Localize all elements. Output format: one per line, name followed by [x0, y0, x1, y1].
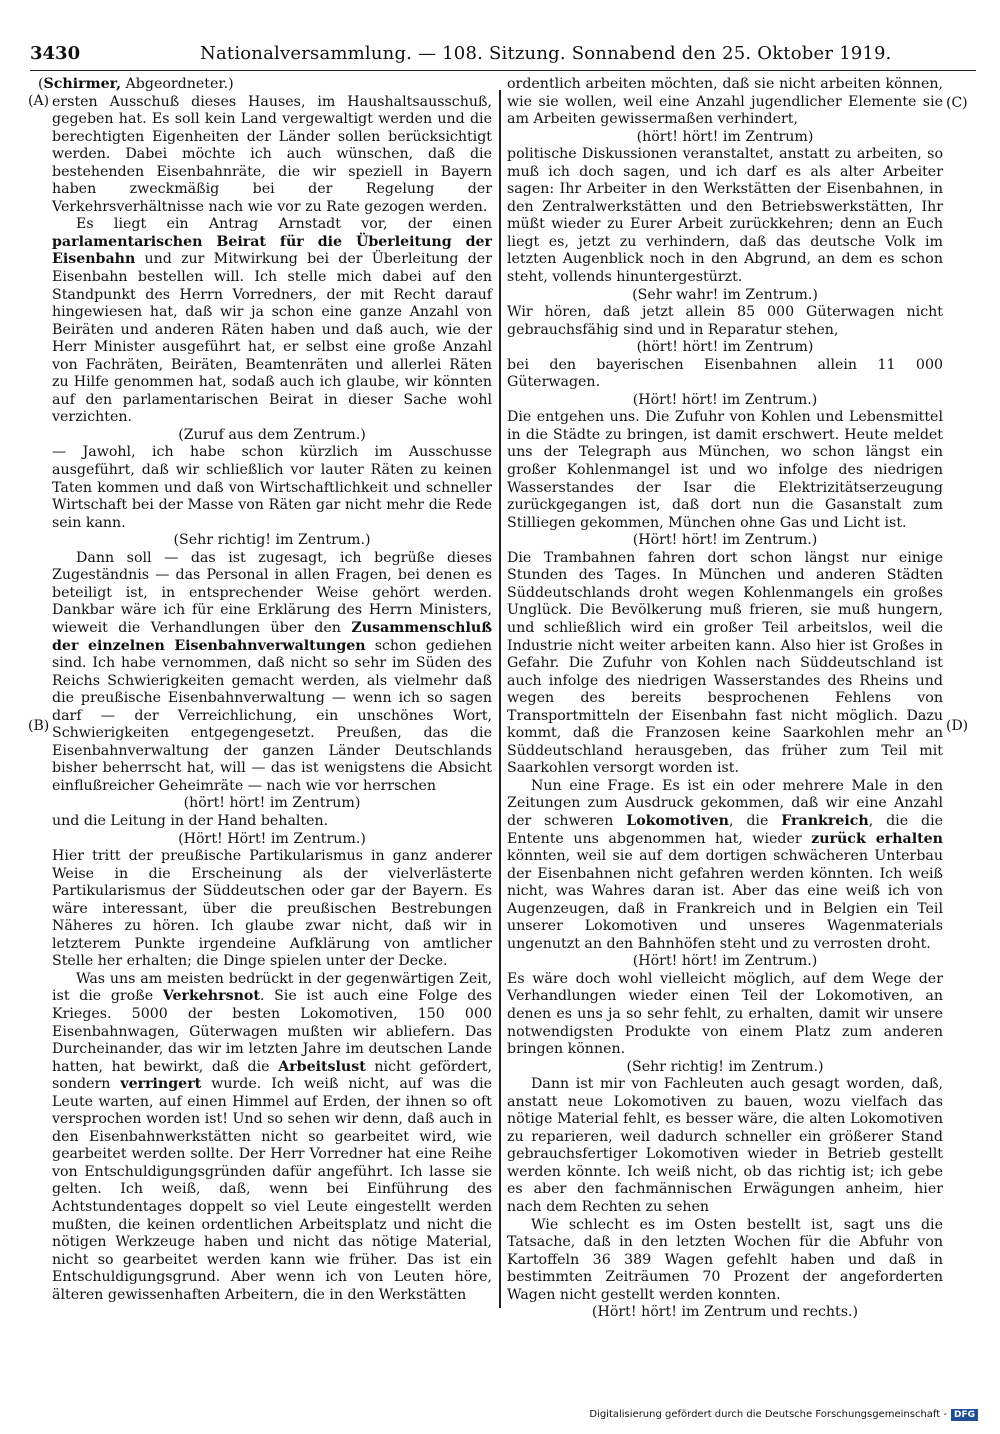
- column-divider: [499, 90, 501, 1308]
- text-run: wurde. Ich weiß nicht, auf was die Leute warten, auf einen Himmel auf Erden, der ihnen so oft versprochen worden ist! Und so sehen wir denn, daß auch in den Eisenbahnwerkstätten nicht so gearbeitet wird, wie gearbeitet werden sollte. Der Herr Vorredner hat eine Reihe von Entschuldigungsgründen dafür angeführt. Ich lasse sie gelten. Ich weiß, daß, wenn bei Einführung des Achtstundentages doppelt so viel Leute eingestellt werden mußten, die keinen ordentlichen Arbeitsplatz und nicht die nötigen Werkzeuge haben und nicht das nötige Material, nicht so gearbeitet werden kann wie früher. Das ist ein Entschuldigungsgrund. Aber wenn ich von Leuten höre, älteren gewissenhaften Arbeitern, die in den Werkstätten: [52, 1076, 492, 1303]
- bold-term: Arbeitslust: [278, 1058, 366, 1075]
- text-run: schon gediehen sind. Ich habe vernommen, daß nicht so sehr im Süden des Reichs Schwierigkeiten gemacht werden, als vielmehr daß die preußische Eisenbahnverwaltung — wenn ich so sagen darf — der Verreichlichung, ein unschönes Wort, Schwierigkeiten entgegengesetzt. Preußen, das die Eisenbahnverwaltung der ganzen Länder Deutschlands bisher beherrscht hat, will — das ist wenigstens die Absicht einflußreicher Geheimräte — nach wie vor herrschen: [52, 637, 492, 794]
- bold-term: verringert: [120, 1076, 202, 1093]
- text-run: Dann soll — das ist zugesagt, ich begrüße dieses Zugeständnis — das Personal in allen Fragen, bei denen es beteiligt ist, in entsprechender Weise gehört werden. Dankbar wäre ich für eine Erklärung des Herrn Ministers, wieweit die Verhandlungen über den: [52, 549, 492, 636]
- interjection: (Sehr wahr! im Zentrum.): [632, 286, 818, 303]
- left-column: [38, 76, 493, 1304]
- interjection: (hört! hört! im Zentrum): [636, 128, 814, 145]
- text-run: . Sie ist auch eine Folge des Krieges. 5000 der besten Lokomotiven, 150 000 Eisenbahnwagen, Güterwagen mußten wir abliefern. Das Durcheinander, das wir im letzten Jahre im deutschen Lande hatten, hat bewirkt, daß die: [52, 988, 492, 1075]
- paragraph: Die entgehen uns. Die Zufuhr von Kohlen und Lebensmittel in die Städte zu bringen, ist damit erschwert. Heute meldet uns der Telegraph aus München, wo schon längst ein großer Kohlenmangel ist und wo infolge des niedrigen Wasserstandes der Isar die Elektrizitätserzeugung zurückgegangen ist, daß dort nun die Gasanstalt zum Stilliegen gekommen, München ohne Gas und Licht ist.: [507, 409, 943, 531]
- paragraph: ordentlich arbeiten möchten, daß sie nicht arbeiten können, wie sie wollen, weil eine Anzahl jugendlicher Elemente sie am Arbeiten gewissermaßen verhindert,: [507, 76, 943, 128]
- interjection: (Sehr richtig! im Zentrum.): [626, 1058, 824, 1075]
- digitization-credit: [589, 1409, 978, 1421]
- margin-marker-d: (D): [946, 718, 969, 734]
- text-run: nicht gefördert, sondern: [52, 1058, 493, 1093]
- margin-marker-b: (B): [28, 718, 50, 734]
- paragraph: politische Diskussionen veranstaltet, anstatt zu arbeiten, so muß ich doch sagen, und ich darf es als alter Arbeiter sagen: Ihr Arbeiter in den Werkstätten der Eisenbahnen, in den Zentralwerkstätten und den Betriebswerkstätten, Ihr müßt wieder zu Eurer Arbeit zurückkehren; denn an Euch liegt es, jetzt zu verhindern, daß das deutsche Volk im letzten Augenblick noch in den Abgrund, an dem es schon steht, vollends hinuntergestürzt.: [507, 146, 943, 286]
- text-run: Es liegt ein Antrag Arnstadt vor, der einen: [76, 216, 492, 233]
- paragraph: [52, 971, 492, 1304]
- bold-term: Zusammenschluß der einzelnen Eisenbahnverwaltungen: [52, 619, 492, 654]
- interjection: (Hört! hört! im Zentrum.): [632, 953, 818, 970]
- paragraph: bei den bayerischen Eisenbahnen allein 11 000 Güterwagen.: [507, 356, 943, 391]
- paragraph: und die Leitung in der Hand behalten.: [52, 812, 329, 829]
- paragraph: ersten Ausschuß dieses Hauses, im Haushaltsausschuß, gegeben hat. Es soll kein Land vergewaltigt werden und die berechtigten Eigenheiten der Länder sollen berücksichtigt werden. Dabei möchte ich auch wünschen, daß die bestehenden Eisenbahnräte, die wir speziell in Bayern haben zweckmäßig bei der Regelung der Verkehrsverhältnisse nach wie vor zu Rate gezogen werden.: [52, 93, 492, 215]
- paragraph: Die Trambahnen fahren dort schon längst nur einige Stunden des Tages. In München und anderen Städten Süddeutschlands droht wegen Kohlenmangels ein großes Unglück. Die Bevölkerung muß frieren, sie muß hungern, und schließlich wird ein großer Teil arbeitslos, weil die Industrie nicht weiter arbeiten kann. Also hier ist Großes in Gefahr. Die Zufuhr von Kohlen nach Süddeutschland ist auch infolge des niedrigen Wasserstandes des Rheins und wegen des bereits besprochenen Fehlens von Transportmitteln der Eisenbahn fast nicht möglich. Dazu kommt, daß die Franzosen keine Saarkohlen mehr an Süddeutschland herausgeben, das früher zum Teil mit Saarkohlen versorgt worden ist.: [507, 549, 943, 777]
- bold-term: parlamentarischen Beirat für die Überleitung der Eisenbahn: [52, 233, 492, 268]
- interjection: (Hört! hört! im Zentrum.): [632, 532, 818, 549]
- margin-marker-c: (C): [946, 95, 968, 111]
- credit-text: Digitalisierung gefördert durch die Deutsche Forschungsgemeinschaft -: [589, 1409, 947, 1420]
- margin-marker-a: (A): [28, 93, 50, 109]
- interjection: (Hört! hört! im Zentrum.): [632, 391, 818, 408]
- paragraph: Wir hören, daß jetzt allein 85 000 Güterwagen nicht gebrauchsfähig sind und in Reparatur stehen,: [507, 304, 943, 338]
- paragraph: Es wäre doch wohl vielleicht möglich, auf dem Wege der Verhandlungen wieder einen Teil der Lokomotiven, an denen es uns ja so sehr fehlt, zu erhalten, damit wir unsere notwendigsten Produkte von einem Platz zum anderen bringen können.: [507, 970, 943, 1058]
- interjection: (Hört! Hört! im Zentrum.): [178, 830, 366, 847]
- speaker-name: Schirmer,: [43, 76, 122, 92]
- running-title: Nationalversammlung. — 108. Sitzung. Sonnabend den 25. Oktober 1919.: [200, 43, 892, 64]
- interjection: (hört! hört! im Zentrum): [183, 795, 361, 812]
- text-run: könnten, weil sie auf dem dortigen schwächeren Unterbau der Eisenbahnen nicht gefahren werden könnten. Ich weiß nicht, was Wahres daran ist. Aber das eine weiß ich von Augenzeugen, daß in Frankreich und in Belgien ein Teil unserer Lokomotiven und unseres Wagenmaterials ungenutzt an den Bahnhöfen steht und zu verrosten droht.: [507, 848, 943, 952]
- bold-term: Lokomotiven: [626, 812, 729, 829]
- speaker-role: Abgeordneter.): [125, 76, 234, 92]
- paragraph: [507, 778, 943, 953]
- interjection: (Sehr richtig! im Zentrum.): [173, 532, 371, 549]
- right-column: [507, 76, 943, 1322]
- page-header: [30, 40, 976, 71]
- interjection: (Hört! hört! im Zentrum und rechts.): [591, 1304, 859, 1321]
- bold-term: Verkehrsnot: [162, 988, 260, 1005]
- bold-term: zurück erhalten: [811, 830, 943, 847]
- bold-term: Frankreich: [781, 812, 869, 829]
- interjection: (Zuruf aus dem Zentrum.): [178, 426, 366, 443]
- text-run: Nun eine Frage. Es ist ein oder mehrere Male in den Zeitungen zum Ausdruck gekommen, daß wir eine Anzahl der schweren: [507, 777, 943, 829]
- paragraph: Hier tritt der preußische Partikularismus in ganz anderer Weise in die Erscheinung als der vielverlästerte Partikularismus der Süddeutschen oder gar der Bayern. Es wäre interessant, über die preußischen Bestrebungen Näheres zu hören. Ich glaube zwar nicht, daß wir in letzterem Punkte irgendeine Aufklärung von amtlicher Stelle her erhalten; die Dinge spielen unter der Decke.: [52, 848, 492, 970]
- paragraph: — Jawohl, ich habe schon kürzlich im Ausschusse ausgeführt, daß wir schließlich vor lauter Räten zu keinen Taten kommen und daß von Wirtschaftlichkeit und schneller Wirtschaft bei der Masse von Räten gar nicht mehr die Rede sein kann.: [52, 444, 492, 531]
- text-run: und zur Mitwirkung bei der Überleitung der Eisenbahn bestellen will. Ich stelle mich dabei auf den Standpunkt des Herrn Vorredners, der mit Recht darauf hingewiesen hat, daß wir ja schon eine ganze Anzahl von Beiräten und anderen Räten haben und daß auch, wie der Herr Minister ausgeführt hat, er selbst eine große Anzahl von Fachräten, Beiräten, Beamtenräten und allerlei Räten zu Hilfe genommen hat, sodaß auch ich glaube, wir könnten auf den parlamentarischen Beirat in dieser Sache wohl verzichten.: [52, 251, 492, 426]
- paragraph: Dann ist mir von Fachleuten auch gesagt worden, daß, anstatt neue Lokomotiven zu bauen, wozu vielfach das nötige Material fehlt, es besser wäre, die alten Lokomotiven zu reparieren, weil dadurch schneller ein größerer Stand gebrauchsfertiger Lokomotiven wieder in Betrieb gestellt werden könnte. Ich weiß nicht, ob das richtig ist; ich gebe es aber den fachmännischen Erwägungen anheim, hier nach dem Rechten zu sehen: [507, 1076, 943, 1215]
- text-run: , die die Entente uns abgenommen hat, wieder: [507, 812, 943, 847]
- paragraph: [52, 216, 492, 427]
- interjection: (hört! hört! im Zentrum): [636, 339, 814, 356]
- paragraph: Wie schlecht es im Osten bestellt ist, sagt uns die Tatsache, daß in den letzten Wochen für die Abfuhr von Kartoffeln 36 389 Wagen gefehlt haben und daß in bestimmten Zeiträumen 70 Prozent der angeforderten Wagen nicht gestellt werden konnten.: [507, 1216, 943, 1303]
- speaker-line: (Schirmer, Abgeordneter.): [38, 76, 234, 92]
- paragraph: [52, 550, 492, 796]
- text-run: Was uns am meisten bedrückt in der gegenwärtigen Zeit, ist die große: [52, 970, 492, 1005]
- dfg-logo-icon: DFG: [951, 1409, 978, 1421]
- page-number: 3430: [30, 43, 81, 64]
- text-run: , die: [728, 812, 782, 829]
